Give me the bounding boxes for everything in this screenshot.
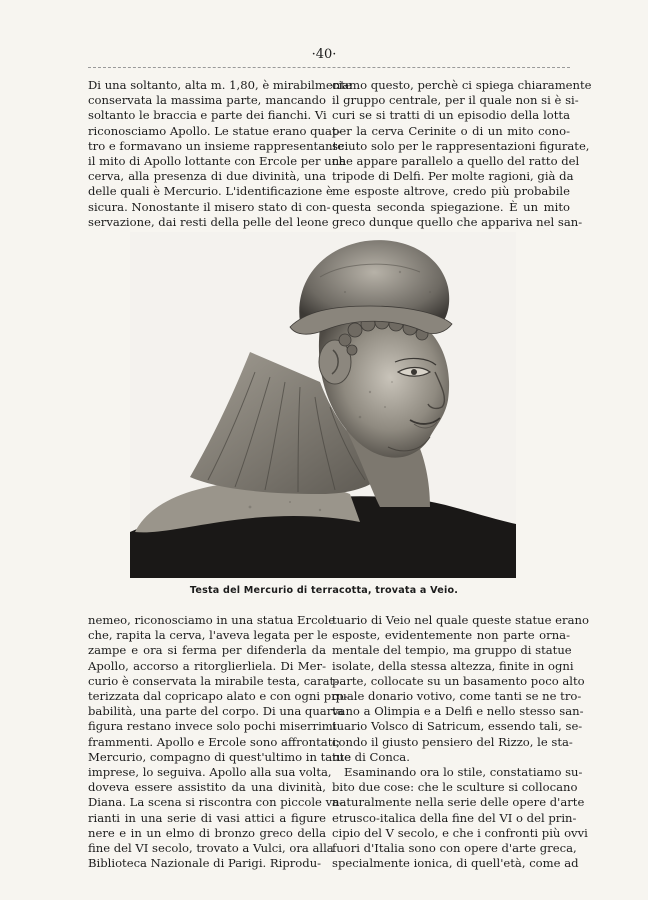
page-number: ·40· [311, 47, 337, 62]
text-line: vano a Olimpia e a Delfi e nello stesso san- [332, 704, 584, 719]
text-line: riconosciamo Apollo. Le statue erano quat- [88, 123, 341, 138]
mercury-head-illustration [130, 232, 516, 578]
text-line: Apollo, accorso a ritorglierliela. Di Mer- [88, 658, 326, 673]
figure-caption: Testa del Mercurio di terracotta, trovata a Veio. [189, 585, 459, 596]
paragraph [88, 78, 352, 230]
text-line: esposte, evidentemente non parte orna- [332, 628, 570, 643]
paragraph [332, 765, 588, 871]
paragraph [332, 78, 592, 230]
text-line: naturalmente nella serie delle opere d'arte [332, 795, 585, 810]
text-line: tro e formavano un insieme rappresentante [88, 138, 345, 153]
text-column-top-right [332, 78, 592, 230]
text-line: nemeo, riconosciamo in una statua Ercole [88, 613, 336, 627]
text-line: nere e in un elmo di bronzo greco della [88, 825, 326, 840]
text-line: sicura. Nonostante il misero stato di con- [88, 199, 331, 214]
text-line: condo il giusto pensiero del Rizzo, le sta- [332, 734, 573, 749]
text-line: curi se si tratti di un episodio della lotta [332, 108, 570, 123]
text-line: Mercurio, compagno di quest'ultimo in tante [88, 749, 352, 764]
text-line: il gruppo centrale, per il quale non si è si- [332, 93, 579, 108]
paragraph [332, 613, 589, 765]
text-line: terizzata dal copricapo alato e con ogni pro- [88, 689, 348, 704]
text-line: servazione, dai resti della pelle del leone [88, 214, 329, 229]
text-line: cerva, alla presenza di due divinità, una [88, 169, 326, 184]
text-line: tuario di Veio nel quale queste statue erano [332, 613, 589, 627]
paragraph [88, 613, 352, 871]
text-line: il mito di Apollo lottante con Ercole per una [88, 154, 347, 169]
text-line: Di una soltanto, alta m. 1,80, è mirabilmente [88, 78, 352, 92]
text-line: figura restano invece solo pochi miserrimi [88, 719, 337, 734]
text-line: cipio del V secolo, e che i confronti più ovvi [332, 825, 588, 840]
text-line: per la cerva Cerinite o di un mito cono- [332, 123, 570, 138]
text-line: greco dunque quello che appariva nel san- [332, 214, 583, 229]
text-line: Diana. La scena si riscontra con piccole va- [88, 795, 343, 810]
text-line: babilità, una parte del corpo. Di una quarta [88, 704, 344, 719]
text-line: doveva essere assistito da una divinità, [88, 780, 326, 795]
text-line: conservata la massima parte, mancando [88, 93, 326, 108]
text-line: che appare parallelo a quello del ratto del [332, 154, 580, 169]
text-column-top-left [88, 78, 352, 230]
text-line: tue di Conca. [332, 749, 410, 764]
text-line: tuario Volsco di Satricum, essendo tali, se- [332, 719, 583, 734]
figure-terracotta-head [130, 232, 516, 578]
text-line: imprese, lo seguiva. Apollo alla sua volta, [88, 765, 332, 780]
text-line: che, rapita la cerva, l'aveva legata per le [88, 628, 328, 643]
text-line: curio è conservata la mirabile testa, carat- [88, 673, 339, 688]
text-column-bottom-left [88, 613, 352, 871]
text-line: parte, collocate su un basamento poco alto [332, 673, 585, 688]
text-line: etrusco-italica della fine del VI o del prin- [332, 810, 577, 825]
text-line: isolate, della stessa altezza, finite in ogni [332, 658, 574, 673]
text-line: delle quali è Mercurio. L'identificazione è [88, 184, 333, 199]
text-line: soltanto le braccia e parte dei fianchi. Vi [88, 108, 327, 123]
text-line: tripode di Delfi. Per molte ragioni, già da [332, 169, 574, 184]
text-line: frammenti. Apollo e Ercole sono affrontati; [88, 734, 340, 749]
text-column-bottom-right [332, 613, 589, 871]
text-line: fuori d'Italia sono con opere d'arte greca, [332, 841, 577, 856]
text-line: Esaminando ora lo stile, constatiamo su- [344, 765, 583, 780]
text-line: me esposte altrove, credo più probabile [332, 184, 570, 199]
text-line: questa seconda spiegazione. È un mito [332, 199, 570, 214]
text-line: zampe e ora si ferma per difenderla da [88, 643, 326, 658]
text-line: mentale del tempio, ma gruppo di statue [332, 643, 572, 658]
text-line: bito due cose: che le sculture si collocano [332, 780, 578, 795]
text-line: Biblioteca Nazionale di Parigi. Riprodu- [88, 856, 322, 871]
header-rule [88, 67, 570, 68]
text-line: sciuto solo per le rappresentazioni figurate, [332, 138, 590, 153]
text-line: fine del VI secolo, trovato a Vulci, ora alla [88, 841, 334, 856]
text-line: ciamo questo, perchè ci spiega chiaramente [332, 78, 592, 92]
text-line: specialmente ionica, di quell'età, come ad [332, 856, 579, 871]
text-line: rianti in una serie di vasi attici a figure [88, 810, 326, 825]
text-line: quale donario votivo, come tanti se ne tro- [332, 689, 582, 704]
